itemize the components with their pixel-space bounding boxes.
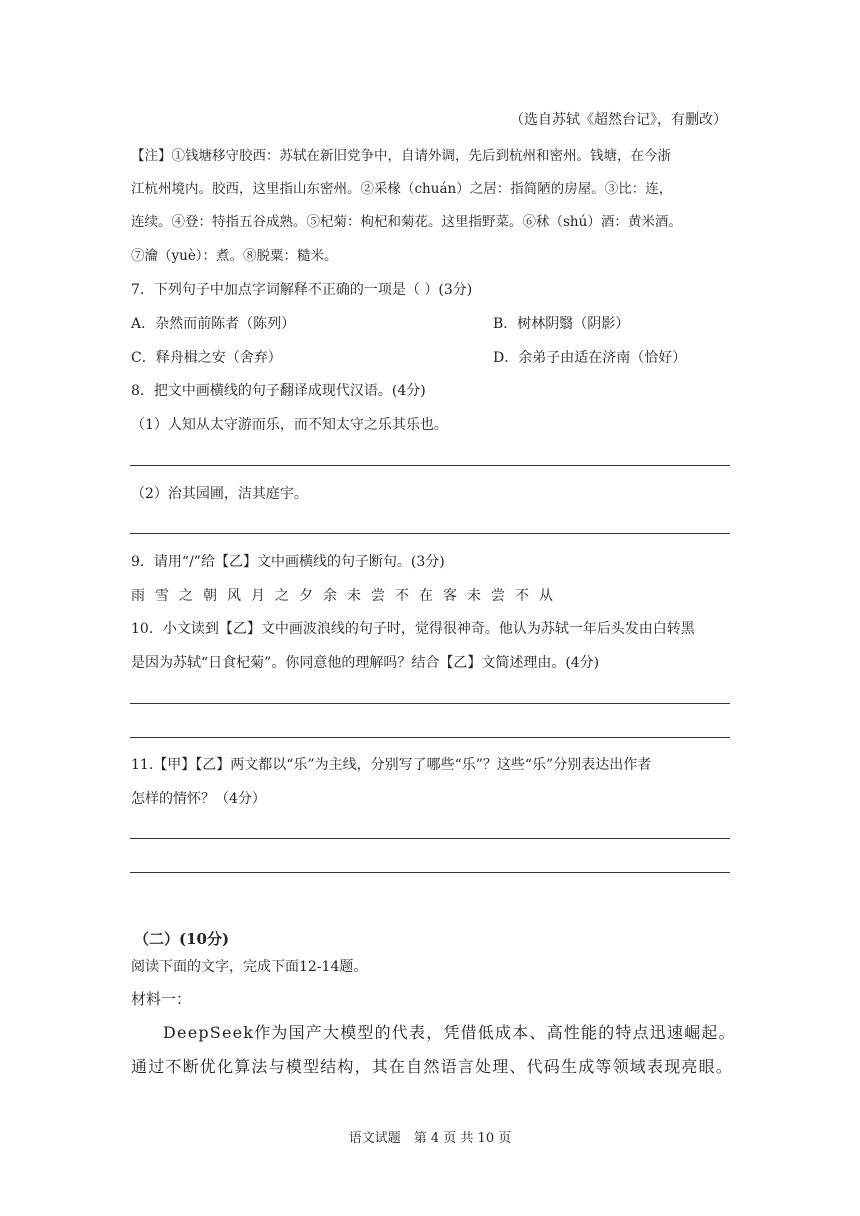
material-label: 材料一： — [131, 990, 192, 1008]
page-footer: 语文试题 第 4 页 共 10 页 — [348, 1131, 512, 1146]
answer-line — [130, 533, 730, 534]
q7-option-c: C．释舟楫之安（舍弃） — [131, 350, 282, 366]
section-instruction: 阅读下面的文字，完成下面12-14题。 — [131, 959, 368, 975]
source-note: （选自苏轼《超然台记》，有删改） — [510, 112, 727, 128]
material-paragraph-line: DeepSeek作为国产大模型的代表，凭借低成本、高性能的特点迅速崛起。 — [163, 1023, 736, 1042]
question-11-line: 怎样的情怀？（4分） — [131, 791, 266, 807]
annotation-line: ⑦瀹（yuè）：煮。⑧脱粟：糙米。 — [131, 248, 338, 264]
q7-option-a: A．杂然而前陈者（陈列） — [131, 316, 296, 332]
q7-option-d: D．余弟子由适在济南（恰好） — [493, 350, 687, 366]
question-9-stem: 9．请用“/”给【乙】文中画横线的句子断句。(3分) — [131, 554, 445, 570]
q8-sub-1: （1）人知从太守游而乐，而不知太守之乐其乐也。 — [131, 417, 448, 433]
answer-line — [130, 872, 730, 873]
annotation-line: 江杭州境内。胶西，这里指山东密州。②采椽（chuán）之居：指简陋的房屋。③比：连， — [131, 181, 673, 197]
q7-option-b: B．树林阴翳（阴影） — [493, 316, 630, 332]
question-7-stem: 7．下列句子中加点字词解释不正确的一项是（ ）(3分) — [131, 282, 473, 298]
section-heading: （二）(10分) — [134, 930, 230, 948]
question-10-line: 是因为苏轼“日食杞菊”。你同意他的理解吗？结合【乙】文简述理由。(4分) — [131, 655, 600, 671]
annotation-line: 连续。④登：特指五谷成熟。⑤杞菊：枸杞和菊花。这里指野菜。⑥秫（shú）酒：黄米酒。 — [131, 214, 682, 230]
answer-line — [130, 838, 730, 839]
question-8-stem: 8．把文中画横线的句子翻译成现代汉语。(4分) — [131, 383, 426, 399]
answer-line — [130, 703, 730, 704]
answer-line — [130, 465, 730, 466]
question-11-line: 11.【甲】【乙】两文都以“乐”为主线，分别写了哪些“乐”？这些“乐”分别表达出作者 — [131, 757, 652, 773]
q8-sub-2: （2）治其园圃，洁其庭宇。 — [131, 486, 308, 502]
material-paragraph-line: 通过不断优化算法与模型结构，其在自然语言处理、代码生成等领域表现亮眼。 — [131, 1057, 734, 1076]
annotation-line: 【注】①钱塘移守胶西：苏轼在新旧党争中，自请外调，先后到杭州和密州。钱塘，在今浙 — [131, 148, 671, 164]
question-10-line: 10．小文读到【乙】文中画波浪线的句子时，觉得很神奇。他认为苏轼一年后头发由白转黑 — [131, 621, 695, 637]
answer-line — [130, 737, 730, 738]
q9-sentence: 雨雪之朝风月之夕余未尝不在客未尝不从 — [131, 588, 563, 604]
